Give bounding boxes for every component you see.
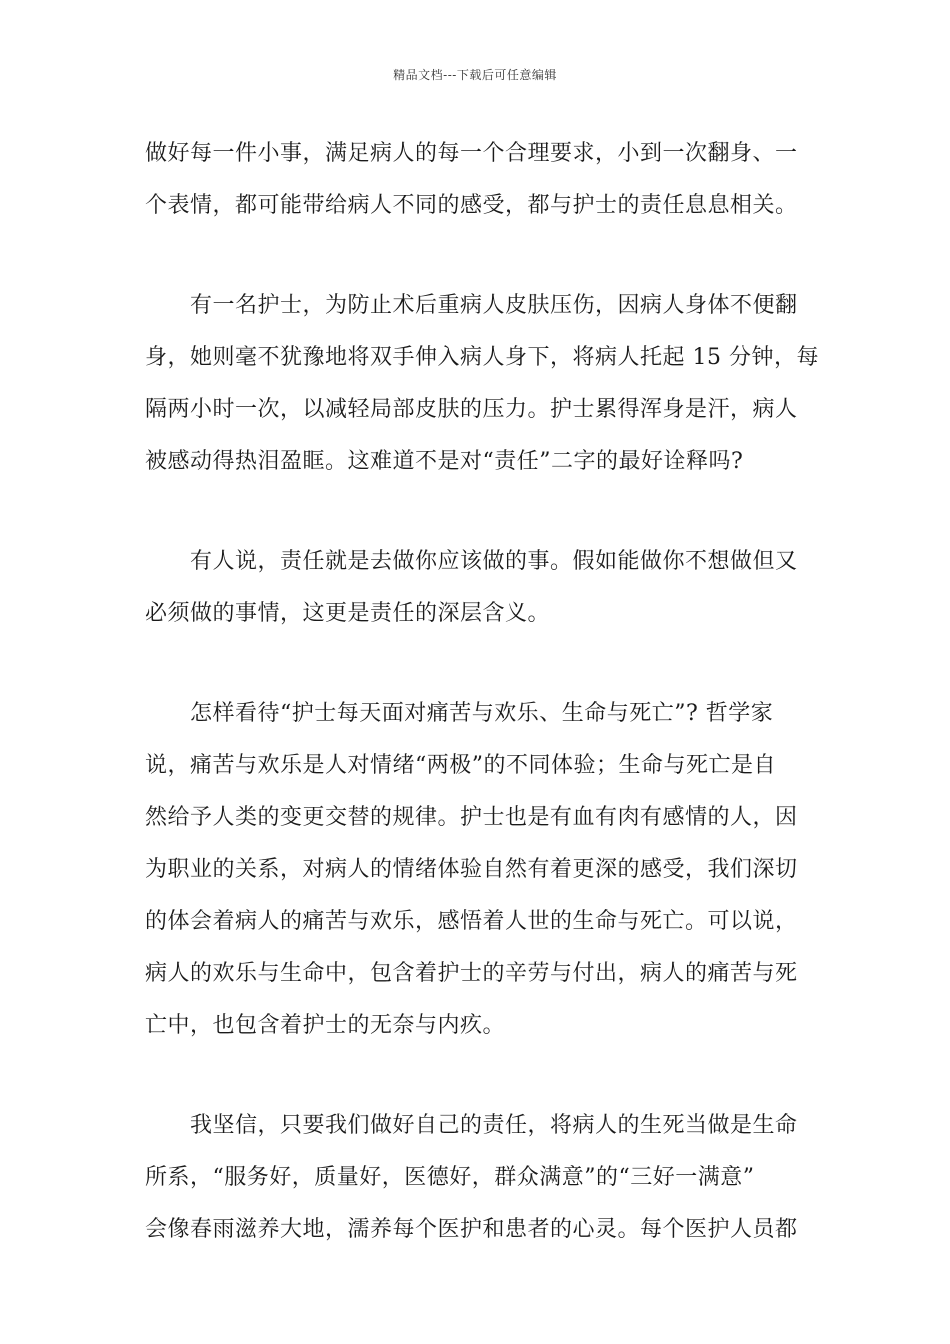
- paragraph-4: [145, 688, 807, 1052]
- paragraph-line: 然给予人类的变更交替的规律。护士也是有血有肉有感情的人，因: [145, 805, 798, 830]
- paragraph-line: 被感动得热泪盈眶。这难道不是对“责任”二字的最好诠释吗?: [145, 449, 744, 474]
- paragraph-line: 身，她则毫不犹豫地将双手伸入病人身下，将病人托起 15 分钟，每: [145, 345, 819, 370]
- paragraph-5: [145, 1100, 807, 1256]
- paragraph-line: 有人说，责任就是去做你应该做的事。假如能做你不想做但又: [190, 549, 798, 574]
- paragraph-gap: [145, 488, 807, 536]
- paragraph-1: [145, 128, 807, 232]
- paragraph-line: 有一名护士，为防止术后重病人皮肤压伤，因病人身体不便翻: [190, 293, 798, 318]
- paragraph-line: 亡中，也包含着护士的无奈与内疚。: [145, 1013, 506, 1038]
- paragraph-line: 做好每一件小事，满足病人的每一个合理要求，小到一次翻身、一: [145, 141, 798, 166]
- document-body: [145, 128, 819, 1256]
- paragraph-line: 说，痛苦与欢乐是人对情绪“两极”的不同体验；生命与死亡是自: [145, 753, 776, 778]
- paragraph-line: 的体会着病人的痛苦与欢乐，感悟着人世的生命与死亡。可以说，: [145, 909, 798, 934]
- paragraph-line: 怎样看待“护士每天面对痛苦与欢乐、生命与死亡”? 哲学家: [190, 701, 774, 726]
- paragraph-line: 会像春雨滋养大地，濡养每个医护和患者的心灵。每个医护人员都: [145, 1217, 798, 1242]
- paragraph-line: 我坚信，只要我们做好自己的责任，将病人的生死当做是生命: [190, 1113, 798, 1138]
- paragraph-3: [145, 536, 807, 640]
- paragraph-line: 隔两小时一次，以减轻局部皮肤的压力。护士累得浑身是汗，病人: [145, 397, 798, 422]
- paragraph-line: 病人的欢乐与生命中，包含着护士的辛劳与付出，病人的痛苦与死: [145, 961, 798, 986]
- paragraph-line: 必须做的事情，这更是责任的深层含义。: [145, 601, 551, 626]
- paragraph-2: [145, 280, 819, 488]
- paragraph-gap: [145, 232, 807, 280]
- page-header: 精品文档---下载后可任意编辑: [393, 68, 557, 82]
- paragraph-line: 所系，“服务好，质量好，医德好，群众满意”的“三好一满意”: [145, 1165, 755, 1190]
- paragraph-gap: [145, 1052, 807, 1100]
- paragraph-line: 为职业的关系，对病人的情绪体验自然有着更深的感受，我们深切: [145, 857, 798, 882]
- paragraph-line: 个表情，都可能带给病人不同的感受，都与护士的责任息息相关。: [145, 193, 798, 218]
- paragraph-gap: [145, 640, 807, 688]
